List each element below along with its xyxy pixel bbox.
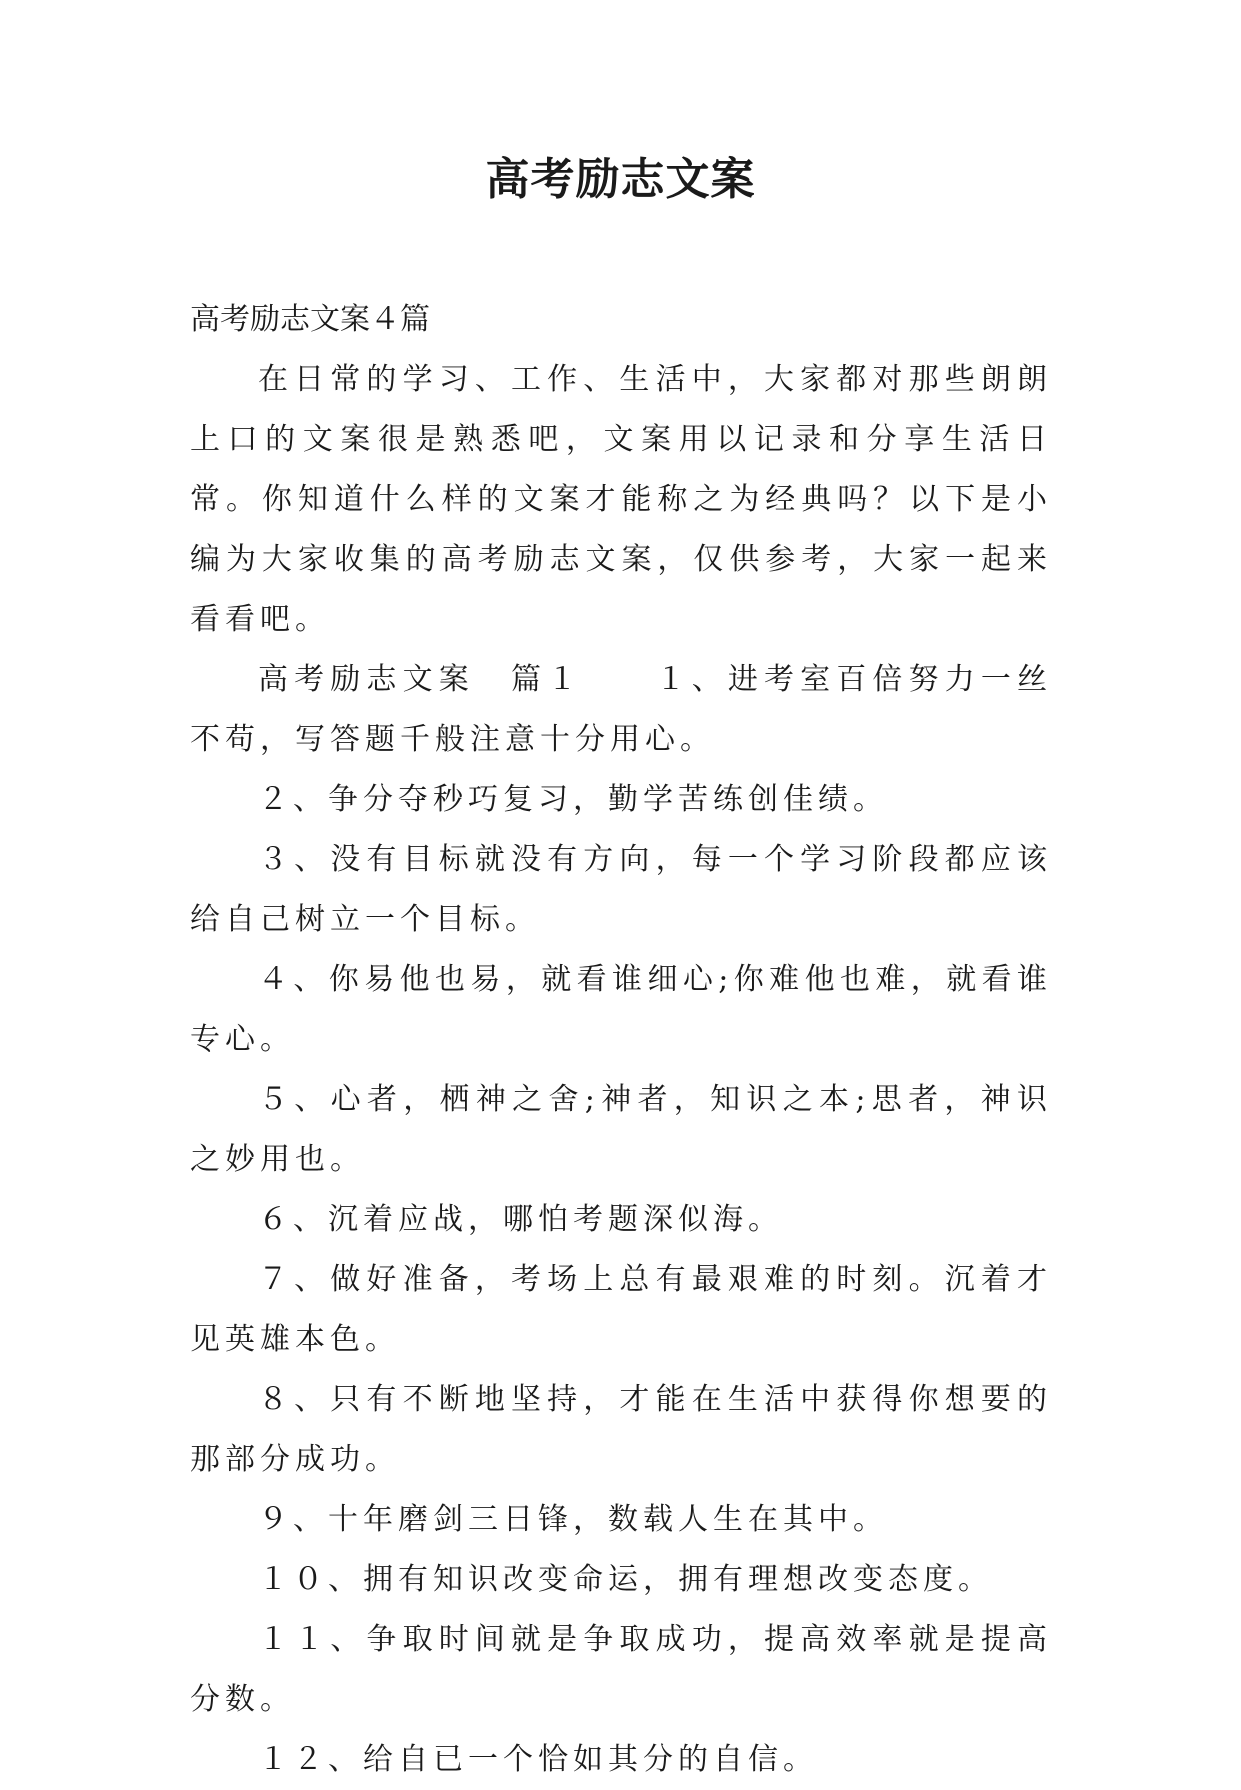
paragraph-item-3: ３、没有目标就没有方向，每一个学习阶段都应该给自己树立一个目标。 xyxy=(190,842,1052,937)
paragraph-item-4: ４、你易他也易，就看谁细心;你难他也难，就看谁专心。 xyxy=(190,962,1052,1057)
paragraph-item-10: １０、拥有知识改变命运，拥有理想改变态度。 xyxy=(258,1562,993,1597)
paragraph-item-11: １１、争取时间就是争取成功，提高效率就是提高分数。 xyxy=(190,1622,1052,1717)
paragraph-item-5: ５、心者，栖神之舍;神者，知识之本;思者，神识之妙用也。 xyxy=(190,1082,1052,1177)
paragraph-item-7: ７、做好准备，考场上总有最艰难的时刻。沉着才见英雄本色。 xyxy=(190,1262,1052,1357)
paragraph-item-2: ２、争分夺秒巧复习，勤学苦练创佳绩。 xyxy=(258,782,888,817)
paragraph-item-8: ８、只有不断地坚持，才能在生活中获得你想要的那部分成功。 xyxy=(190,1382,1052,1477)
paragraph-item-12: １２、给自已一个恰如其分的自信。 xyxy=(258,1742,818,1777)
paragraph-item-9: ９、十年磨剑三日锋，数载人生在其中。 xyxy=(258,1502,888,1537)
intro-paragraph: 在日常的学习、工作、生活中，大家都对那些朗朗上口的文案很是熟悉吧，文案用以记录和分享生活日常。你知道什么样的文案才能称之为经典吗？以下是小编为大家收集的高考励志文案，仅供参考，大家一起来看看吧。 xyxy=(190,362,1052,637)
paragraph-item-6: ６、沉着应战，哪怕考题深似海。 xyxy=(258,1202,783,1237)
document-title: 高考励志文案 xyxy=(485,154,756,205)
document-subtitle: 高考励志文案４篇 xyxy=(190,302,430,337)
document-body xyxy=(190,290,1052,1790)
paragraph-section-heading-item-1: 高考励志文案 篇１ １、进考室百倍努力一丝不苟，写答题千般注意十分用心。 xyxy=(190,662,1052,757)
